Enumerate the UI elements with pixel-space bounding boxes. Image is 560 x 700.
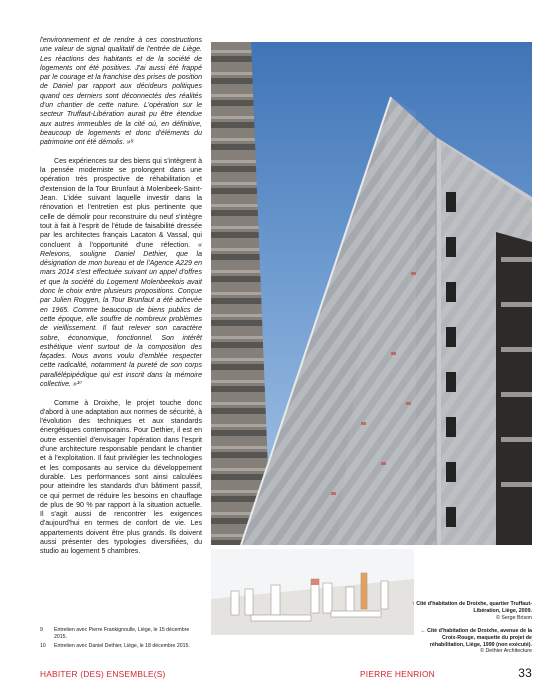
building-photo [211, 42, 532, 545]
page-footer [40, 667, 532, 681]
photo-caption [408, 601, 532, 621]
footer-book-title: HABITER (DES) ENSEMBLE(S) [40, 669, 166, 679]
page-number: 33 [518, 666, 532, 680]
body-paragraph-droixhe: Comme à Droixhe, le projet touche donc d'abord à une adaptation aux normes de sécurité, à l'évolution des techniques et aux standards énergétiques contemporains. Pour Dethier, il est en outre essentiel d'envisager l'opération dans l'esprit d'une architecture responsable pendant le chantier et à l'exploitation. Il faut privilégier les technologies et les composants au service du développement durable. Les performances sont ainsi calculées pour atteindre les standards d'un bâtiment passif, ce qui permet de réduire les besoins en chauffage de plus de 90 % par rapport à la situation actuelle. Il s'agit aussi de rencontrer les exigences d'aujourd'hui en termes de confort de vie. Les appartements doivent être plus grands. Ils doivent aussi présenter des typologies diversifiées, du studio au logement 5 chambres. [40, 399, 202, 556]
caption-text: Cité d'habitation de Droixhe, quartier Truffaut-Libération, Liège, 2009. [416, 601, 532, 614]
footnote-number: 9 [40, 627, 43, 633]
tower-illustration [211, 42, 532, 545]
footnote-text: Entretien avec Daniel Dethier, Liège, le 18 décembre 2015. [54, 643, 190, 649]
caption-credit: © Serge Brison [496, 614, 532, 621]
body-paragraph-tour-brunfaut [40, 157, 202, 389]
body-paragraph-quote: l'environnement et de rendre à ces constructions une valeur de signal qualitatif de l'entrée de Liège. Les réactions des habitants et de la société de logements ont été positives. J'ai aussi été frappé par le courage et la franchise des prises de position de Daniel par rapport aux décideurs politiques quand ces derniers sont déconnectés des réalités d'un chantier de cette nature. L'opération sur le secteur Truffaut-Libération aurait pu être étendue aux autres immeubles de la cité où, en définitive, beaucoup de logements et donc d'éléments du patrimoine ont été démolis. »⁹ [40, 37, 202, 147]
body-paragraph-roman-part: Ces expériences sur des biens qui s'intègrent à la pensée moderniste se prolongent dans une opération très prospective de réhabilitation et d'extension de la Tour Brunfaut à Molenbeek-Saint-Jean. L'idée suivant laquelle investir dans la rénovation et l'entretien est plus pertinente que celle de démolir pour reconstruire du neuf s'intègre tout à fait à l'esprit de l'étude de faisabilité dressée par les architectes français Lacaton & Vassal, qui concluent à l'opportunité d'une réfection. [40, 157, 202, 249]
body-paragraph-italic-part: « Relevons, souligne Daniel Dethier, que la désignation de mon bureau et de l'Agence A229 en mars 2014 s'est effectuée suivant un appel d'offres et que la société du Logement Molenbeekois avait donc le choix entre plusieurs propositions. Conçue par Julien Roggen, la Tour Brunfaut a été achevée en 1965. Comme beaucoup de biens publics de cette époque, elle souffre de nombreux problèmes de vieillissement. Il faut relever son caractère sobre, économique, fonctionnel. Son intérêt esthétique vient surtout de la composition des façades. Nous avons voulu d'emblée respecter cette radicalité, notamment la pureté de son corps parallélépipédique qui est inscrit dans la mémoire collective. »¹⁰ [40, 241, 202, 388]
footer-author: PIERRE HENRION [360, 669, 435, 679]
scale-model-photo [211, 549, 414, 635]
scale-model-illustration [211, 549, 414, 635]
arrow-up-icon: ↑ [412, 601, 415, 607]
caption-credit: © Dethier Architecture [480, 648, 532, 655]
footnote [40, 643, 200, 650]
caption-text: Cité d'habitation de Droixhe, avenue de la Croix-Rouge, maquette du projet de réhabilitation, Liège, 1999 (non exécuté). [427, 628, 532, 648]
footnote-number: 10 [40, 643, 46, 649]
main-text-column [40, 36, 202, 557]
footnote [40, 627, 200, 641]
model-caption [408, 628, 532, 655]
footnotes [40, 627, 200, 652]
arrow-left-icon: ← [420, 628, 426, 634]
footnote-text: Entretien avec Pierre Frankignoulle, Liège, le 15 décembre 2015. [54, 627, 190, 640]
